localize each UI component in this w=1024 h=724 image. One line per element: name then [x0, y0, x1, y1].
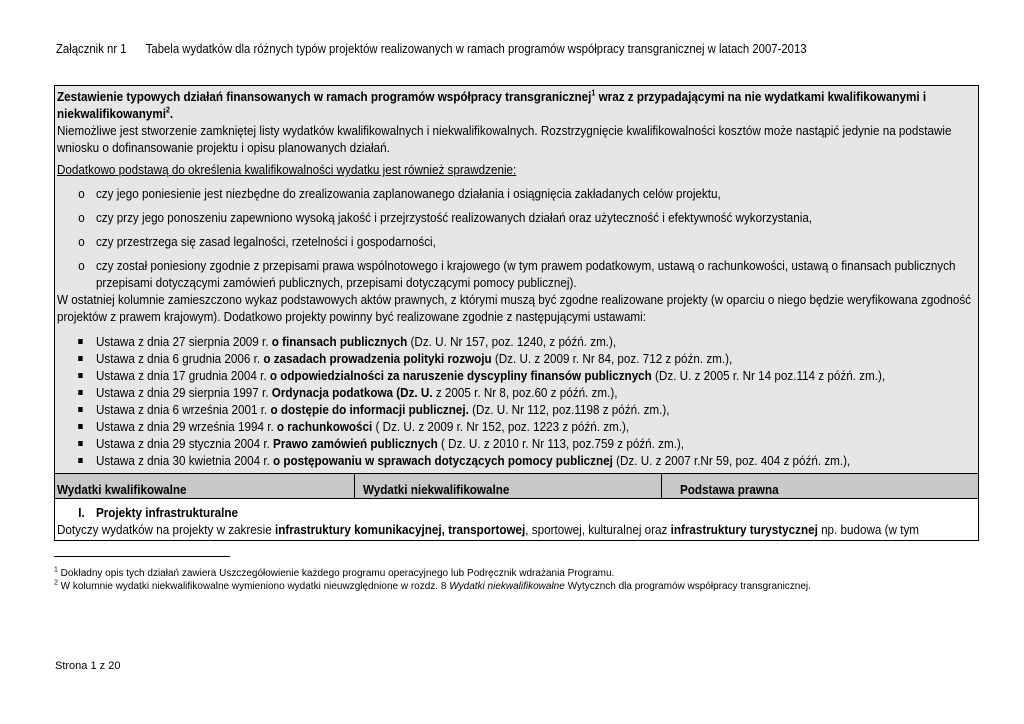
list-item: o czy przestrzega się zasad legalności, rzetelności i gospodarności, — [78, 234, 436, 249]
footnote-1: $^1$ Dokładny opis tych działań zawiera Uszczegółowienie każdego programu operacyjnego lub Podręcznik wdrażania Programu. — [54, 566, 615, 579]
table-header-row — [54, 474, 979, 499]
page-number: Strona 1 z 20 — [55, 660, 121, 672]
criteria-list — [57, 185, 979, 291]
circle-bullet-icon: o — [78, 210, 85, 225]
list-item: Ustawa z dnia 30 kwietnia 2004 r. o postępowaniu w sprawach dotyczących pomocy publicznej (Dz. U. z 2007 r.Nr 59, poz. 404 z późń. zm.), — [57, 452, 979, 469]
list-item: Ustawa z dnia 29 stycznia 2004 r. Prawo zamówień publicznych ( Dz. U. z 2010 r. Nr 113, poz.759 z późń. zm.), — [57, 435, 979, 452]
square-bullet-icon — [78, 356, 82, 361]
square-bullet-icon — [78, 424, 82, 429]
attachment-label: Załącznik nr 1 — [56, 42, 127, 56]
section-title: I. Projekty infrastrukturalne — [78, 505, 238, 520]
list-item: Ustawa z dnia 17 grudnia 2004 r. o odpowiedzialności za naruszenie dyscypliny finansów publicznych (Dz. U. z 2005 r. Nr 14 poz.114 z późń. zm.), — [57, 367, 979, 384]
square-bullet-icon — [78, 373, 82, 378]
section-text: Dotyczy wydatków na projekty w zakresie infrastruktury komunikacyjnej, transportowej, sportowej, kulturalnej oraz infrastruktury turystycznej np. budowa (w tym — [57, 522, 920, 537]
list-item: Ustawa z dnia 6 września 2001 r. o dostępie do informacji publicznej. (Dz. U. Nr 112, poz.1198 z późń. zm.), — [57, 401, 979, 418]
list-item: Ustawa z dnia 29 września 1994 r. o rachunkowości ( Dz. U. z 2009 r. Nr 152, poz. 1223 z późń. zm.), — [57, 418, 979, 435]
column-header-ineligible: Wydatki niekwalifikowalne — [354, 474, 661, 498]
section-box — [54, 499, 979, 541]
document-title: Tabela wydatków dla różnych typów projektów realizowanych w ramach programów współpracy transgranicznej w latach 2007-2013 — [145, 42, 807, 56]
column-header-eligible: Wydatki kwalifikowalne — [55, 474, 354, 498]
list-item: o czy został poniesiony zgodnie z przepisami prawa wspólnotowego i krajowego (w tym prawem podatkowym, ustawą o rachunkowości, ustawą o finansach publicznych przepisami dotyczącymi zamówień publicznych, przepisami dotyczącymi pomocy publicznej). — [78, 258, 956, 290]
list-item: Ustawa z dnia 27 sierpnia 2009 r. o finansach publicznych (Dz. U. Nr 157, poz. 1240, z późń. zm.), — [57, 333, 979, 350]
page-header — [56, 42, 807, 56]
square-bullet-icon — [78, 458, 82, 463]
footnote-separator — [54, 556, 230, 557]
footnotes — [54, 567, 954, 593]
conditions-heading: Zestawienie typowych działań finansowanych w ramach programów współpracy transgranicznej$^1$ wraz z przypadającymi na nie wydatkami kwalifikowanymi i niekwalifikowanymi$^2$. — [57, 88, 927, 121]
circle-bullet-icon: o — [78, 186, 85, 201]
conditions-intro: Niemożliwe jest stworzenie zamkniętej listy wydatków kwalifikowalnych i niekwalifikowalnych. Rozstrzygnięcie kwalifikowalności kosztów może nastąpić jedynie na podstawie wniosku o dofinansowanie projektu i opisu planowanych działań. — [57, 123, 952, 155]
list-item: o czy przy jego ponoszeniu zapewniono wysoką jakość i przejrzystość realizowanych działań oraz użyteczność i efektywność wykorzystania, — [78, 210, 813, 225]
footnote-2: $^2$ W kolumnie wydatki niekwalifikowalne wymieniono wydatki nieuwzględnione w rozdz. 8 Wydatki niekwalifikowalne Wytycznch dla programów współpracy transgranicznej. — [54, 579, 811, 592]
square-bullet-icon — [78, 390, 82, 395]
check-intro: Dodatkowo podstawą do określenia kwalifikowalności wydatku jest również sprawdzenie: — [57, 162, 517, 177]
circle-bullet-icon: o — [78, 234, 85, 249]
square-bullet-icon — [78, 407, 82, 412]
list-item: o czy jego poniesienie jest niezbędne do zrealizowania zaplanowanego działania i osiągnięcia zakładanych celów projektu, — [78, 186, 721, 201]
circle-bullet-icon: o — [78, 258, 85, 273]
laws-intro: W ostatniej kolumnie zamieszczono wykaz podstawowych aktów prawnych, z którymi muszą być zgodne realizowane projekty (w oparciu o niego będzie weryfikowana zgodność projektów z prawem krajowym). Dodatkowo projekty powinny być realizowane zgodnie z następującymi ustawami: — [57, 292, 971, 324]
square-bullet-icon — [78, 339, 82, 344]
conditions-box — [54, 85, 979, 474]
square-bullet-icon — [78, 441, 82, 446]
column-header-legal-basis: Podstawa prawna — [661, 474, 978, 498]
laws-list — [57, 333, 979, 469]
list-item: Ustawa z dnia 6 grudnia 2006 r. o zasadach prowadzenia polityki rozwoju (Dz. U. z 2009 r. Nr 84, poz. 712 z późn. zm.), — [57, 350, 979, 367]
list-item: Ustawa z dnia 29 sierpnia 1997 r. Ordynacja podatkowa (Dz. U. z 2005 r. Nr 8, poz.60 z późń. zm.), — [57, 384, 979, 401]
